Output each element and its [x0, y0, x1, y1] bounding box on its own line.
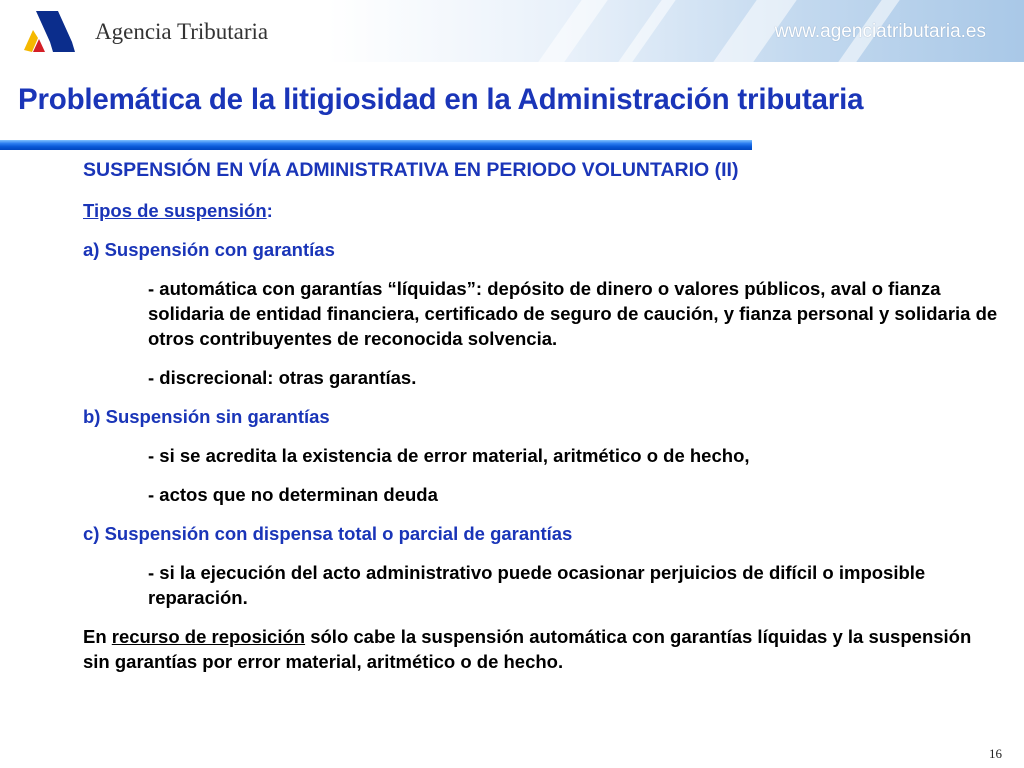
section-a-item: - automática con garantías “líquidas”: depósito de dinero o valores públicos, aval o fianza solidaria de entidad financiera, certificado de seguro de caución, y fianza personal y solidaria de otros contribuyentes de reconocida solvencia.	[148, 278, 998, 349]
conclusion-suffix: sólo cabe la suspensión automática con garantías líquidas y la suspensión sin garantías por error material, aritmético o de hecho.	[83, 626, 972, 672]
section-a-heading: a) Suspensión con garantías	[83, 239, 335, 260]
agencia-tributaria-logo-icon	[20, 8, 76, 56]
section-b-heading: b) Suspensión sin garantías	[83, 406, 330, 427]
page-number: 16	[989, 746, 1002, 761]
section-b-item: - actos que no determinan deuda	[148, 484, 438, 505]
slide-subtitle: SUSPENSIÓN EN VÍA ADMINISTRATIVA EN PERIODO VOLUNTARIO (II)	[83, 159, 739, 181]
header-light-streak	[538, 0, 607, 62]
title-underline-bar	[0, 140, 752, 150]
section-c-heading: c) Suspensión con dispensa total o parcial de garantías	[83, 523, 573, 544]
conclusion-paragraph	[83, 624, 1003, 674]
slide-title: Problemática de la litigiosidad en la Administración tributaria	[18, 83, 864, 116]
header-light-streak	[618, 0, 675, 62]
conclusion-prefix: En	[83, 626, 112, 647]
recurso-reposicion-link: recurso de reposición	[111, 626, 306, 647]
types-label: Tipos de suspensión	[83, 200, 267, 221]
section-a-item: - discrecional: otras garantías.	[148, 367, 417, 388]
agency-name: Agencia Tributaria	[95, 19, 269, 44]
types-colon: :	[266, 200, 273, 221]
types-heading	[83, 198, 1003, 223]
header-banner	[0, 0, 1024, 62]
slide-content	[83, 158, 1003, 688]
section-b-item: - si se acredita la existencia de error material, aritmético o de hecho,	[148, 445, 750, 466]
section-c-item: - si la ejecución del acto administrativo puede ocasionar perjuicios de difícil o imposible reparación.	[148, 562, 926, 608]
website-url[interactable]: www.agenciatributaria.es	[774, 21, 986, 42]
